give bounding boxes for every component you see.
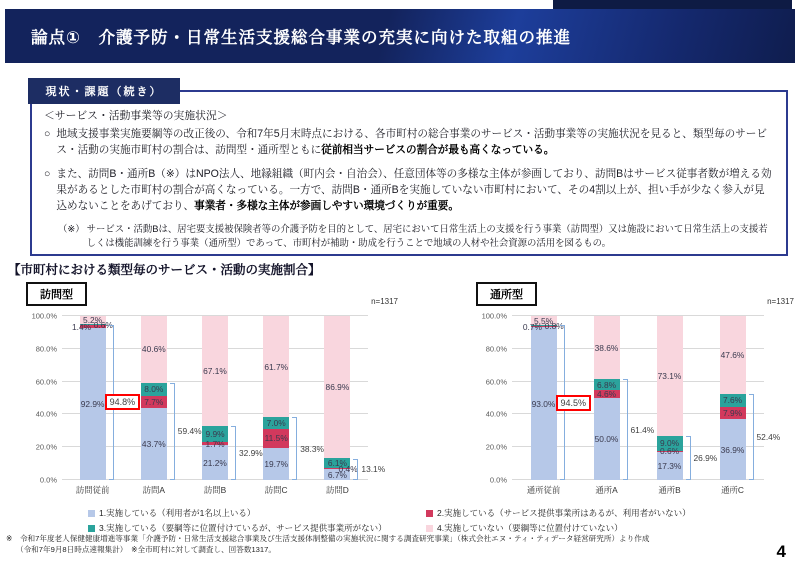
segment-value-label: 43.7%	[141, 439, 166, 450]
section-title: ＜サービス・活動事業等の実施状況＞	[44, 110, 228, 122]
bracket-label-highlighted: 94.5%	[556, 395, 592, 411]
category-label: 訪問D	[326, 485, 349, 495]
footnote-in-box	[58, 222, 774, 249]
sum-bracket	[623, 379, 628, 480]
segment-value-label: 67.1%	[203, 366, 227, 377]
sample-size-label: n=1317	[767, 297, 794, 306]
chart-y-axis	[26, 311, 62, 485]
bracket-label: 52.4%	[756, 432, 781, 443]
segment-value-label: 17.3%	[657, 460, 682, 471]
segment-value-label: 19.7%	[264, 458, 289, 469]
chart-header	[26, 276, 398, 306]
y-tick-label: 40.0%	[485, 409, 507, 419]
plot-right-spacer	[764, 316, 794, 480]
segment-value-label: 92.9%	[80, 398, 105, 409]
y-tick-label: 0.0%	[489, 475, 507, 485]
stacked-bar	[71, 315, 113, 480]
sample-size-label: n=1317	[371, 297, 398, 306]
y-tick-label: 20.0%	[35, 442, 57, 452]
chart-type-badge: 通所型	[476, 282, 537, 306]
segment-value-label: 93.0%	[531, 398, 556, 409]
stacked-bar	[141, 316, 167, 480]
sum-bracket	[292, 417, 297, 480]
segment-value-label: 5.2%	[83, 315, 103, 326]
segment-value-label: 6.7%	[327, 469, 347, 480]
y-tick-label: 100.0%	[481, 311, 507, 321]
title-bar	[5, 9, 795, 63]
bar-column	[638, 316, 718, 480]
page-title: 論点① 介護予防・日常生活支援総合事業の充実に向けた取組の推進	[31, 29, 571, 47]
segment-value-label: 0.6%	[659, 446, 680, 457]
legend-swatch-red	[426, 510, 433, 517]
source-line-2: （令和7年9月8日時点速報集計） ※全市町村に対して調査し、回答数1317。	[16, 545, 276, 554]
bar-column	[307, 316, 386, 480]
segment-value-label: 11.5%	[264, 433, 288, 444]
stacked-bar	[324, 316, 358, 480]
chart-legend	[88, 507, 691, 534]
segment-value-label: 0.7%	[522, 321, 542, 332]
chart-header	[476, 276, 794, 306]
status-badge: 現状・課題（続き）	[28, 78, 180, 104]
segment-value-label: 4.6%	[596, 389, 617, 400]
segment-value-label: 6.8%	[596, 379, 617, 390]
x-axis	[26, 484, 398, 496]
category-label: 訪問A	[142, 485, 165, 495]
bullet-marker: ○	[44, 167, 51, 180]
segment-value-label: 40.6%	[141, 344, 166, 355]
source-footnote	[6, 533, 756, 555]
chart-y-axis	[476, 311, 512, 485]
bracket-label: 13.1%	[361, 464, 386, 475]
chart-tsusho	[476, 276, 794, 496]
segment-value-label: 0.6%	[93, 319, 113, 330]
segment-value-label: 7.0%	[266, 418, 286, 429]
y-tick-label: 40.0%	[35, 409, 57, 419]
sum-bracket	[231, 426, 236, 480]
segment-value-label: 1.4%	[71, 321, 92, 332]
y-tick-label: 80.0%	[485, 344, 507, 354]
chart-homon	[26, 276, 398, 496]
segment-value-label: 7.6%	[722, 395, 743, 406]
segment-value-label: 9.0%	[659, 438, 680, 449]
segment-value-label: 0.4%	[338, 463, 358, 474]
bar-column	[184, 316, 263, 480]
plot-area-wrap	[26, 311, 398, 485]
bracket-label: 59.4%	[177, 426, 202, 437]
plot-area-wrap	[476, 311, 794, 485]
legend-label: 3.実施している（要綱等に位置付けているが、サービス提供事業所がない）	[99, 523, 387, 533]
charts-section-title: 【市町村における類型毎のサービス・活動の実施割合】	[8, 263, 321, 277]
segment-value-label: 47.6%	[720, 350, 745, 361]
bracket-label: 61.4%	[630, 424, 655, 435]
sum-bracket	[353, 459, 358, 480]
sum-bracket	[749, 394, 754, 480]
segment-value-label: 50.0%	[594, 434, 619, 444]
stacked-bar	[202, 316, 228, 480]
chart-type-badge: 訪問型	[26, 282, 87, 306]
segment-value-label: 86.9%	[325, 382, 350, 393]
stacked-bar	[720, 316, 746, 480]
stacked-bar	[657, 316, 683, 480]
segment-value-label: 1.7%	[205, 438, 225, 449]
segment-value-label: 6.1%	[327, 458, 347, 469]
x-axis-left-spacer	[476, 484, 512, 496]
category-label: 通所A	[595, 485, 618, 495]
segment-value-label: 21.2%	[203, 457, 227, 468]
legend-item-1	[88, 507, 420, 519]
sum-bracket	[170, 383, 175, 480]
page-number: 4	[776, 542, 786, 561]
segment-value-label: 9.9%	[205, 429, 225, 440]
legend-label: 4.実施していない（要綱等に位置付けていない）	[437, 523, 623, 533]
x-axis-right-spacer	[764, 484, 794, 496]
segment-value-label: 36.9%	[720, 444, 745, 455]
category-labels	[62, 484, 368, 496]
note-marker: （※）	[58, 223, 85, 235]
x-axis-left-spacer	[26, 484, 62, 496]
legend-label: 2.実施している（サービス提供事業所はあるが、利用者がいない）	[437, 508, 691, 518]
category-labels	[512, 484, 764, 496]
segment-value-label: 38.6%	[594, 342, 619, 353]
bar-column	[62, 315, 136, 480]
category-label: 訪問B	[203, 485, 227, 495]
category-label: 訪問従前	[75, 485, 110, 495]
header-top-strip	[553, 0, 792, 9]
segment-value-label: 8.0%	[144, 384, 164, 395]
note-text: サービス・活動Bは、居宅要支援被保険者等の介護予防を目的として、居宅において日常生活上の支援を行う事業（訪問型）又は施設において日常生活上の支援若しくは機能訓練を行う事業（通所型）であって、市町村が補助・助成を行うことで地域の人材や社会資源の活用を図るもの。	[86, 223, 768, 249]
legend-item-2	[426, 507, 691, 519]
segment-value-label: 7.7%	[144, 397, 164, 408]
segment-value-label: 73.1%	[657, 370, 682, 381]
category-label: 訪問C	[264, 485, 288, 495]
bullet-text: また、訪問B・通所B（※）はNPO法人、地縁組織（町内会・自治会）、任意団体等の多様な主体が参画しており、訪問Bはサービス従事者数が増える効果があるとした市町村の割合が高くなっている。一方で、訪問B・通所Bを実施していない市町村において、その4割以上が、担い手が少なく参入が見込めないことをあげており、事業者・多様な主体が参画しやすい環境づくりが重要。	[56, 167, 772, 212]
bracket-label: 32.9%	[239, 448, 263, 459]
y-tick-label: 60.0%	[35, 377, 57, 387]
stacked-bar	[522, 315, 564, 480]
bullet-1	[44, 127, 774, 159]
legend-label: 1.実施している（利用者が1名以上いる）	[99, 508, 256, 518]
y-tick-label: 20.0%	[485, 442, 507, 452]
y-tick-label: 80.0%	[35, 344, 57, 354]
y-tick-label: 0.0%	[39, 475, 57, 485]
plot-area	[512, 315, 781, 480]
bracket-label: 26.9%	[693, 452, 718, 463]
bar-column	[512, 315, 587, 480]
category-label: 通所C	[721, 485, 744, 495]
legend-swatch-blue	[88, 510, 95, 517]
bullet-text: 地域支援事業実施要綱等の改正後の、令和7年5月末時点における、各市町村の総合事業のサービス・活動事業等の実施状況を見ると、類型毎のサービス・活動の実施市町村の割合は、訪問型・通所型ともに従前相当サービスの割合が最も高くなっている。	[56, 128, 767, 156]
category-label: 通所B	[658, 485, 681, 495]
plot-area	[62, 315, 386, 480]
stacked-bar	[263, 316, 289, 480]
bracket-label: 38.3%	[300, 443, 324, 454]
segment-value-label: 61.7%	[264, 361, 289, 372]
sum-bracket	[686, 436, 691, 480]
stacked-bar	[594, 316, 620, 480]
y-tick-label: 60.0%	[485, 377, 507, 387]
x-axis	[476, 484, 794, 496]
segment-value-label: 5.5%	[533, 315, 554, 326]
bullet-2	[44, 167, 774, 215]
plot-right-spacer	[368, 316, 398, 480]
y-tick-label: 100.0%	[31, 311, 57, 321]
source-line-1: ※ 令和7年度老人保健健康増進等事業「介護予防・日常生活支援総合事業及び生活支援体制整備の実施状況に関する調査研究事業」（株式会社エヌ・ティ・ティデータ経営研究所）より作成	[6, 534, 650, 543]
bracket-label-highlighted: 94.8%	[105, 394, 141, 410]
segment-value-label: 7.9%	[722, 408, 743, 419]
x-axis-right-spacer	[368, 484, 398, 496]
category-label: 通所従前	[526, 485, 561, 495]
segment-value-label: 0.8%	[544, 320, 564, 331]
legend-swatch-teal	[88, 525, 95, 532]
legend-swatch-pink	[426, 525, 433, 532]
bullet-marker: ○	[44, 128, 51, 140]
content-box	[30, 90, 788, 256]
